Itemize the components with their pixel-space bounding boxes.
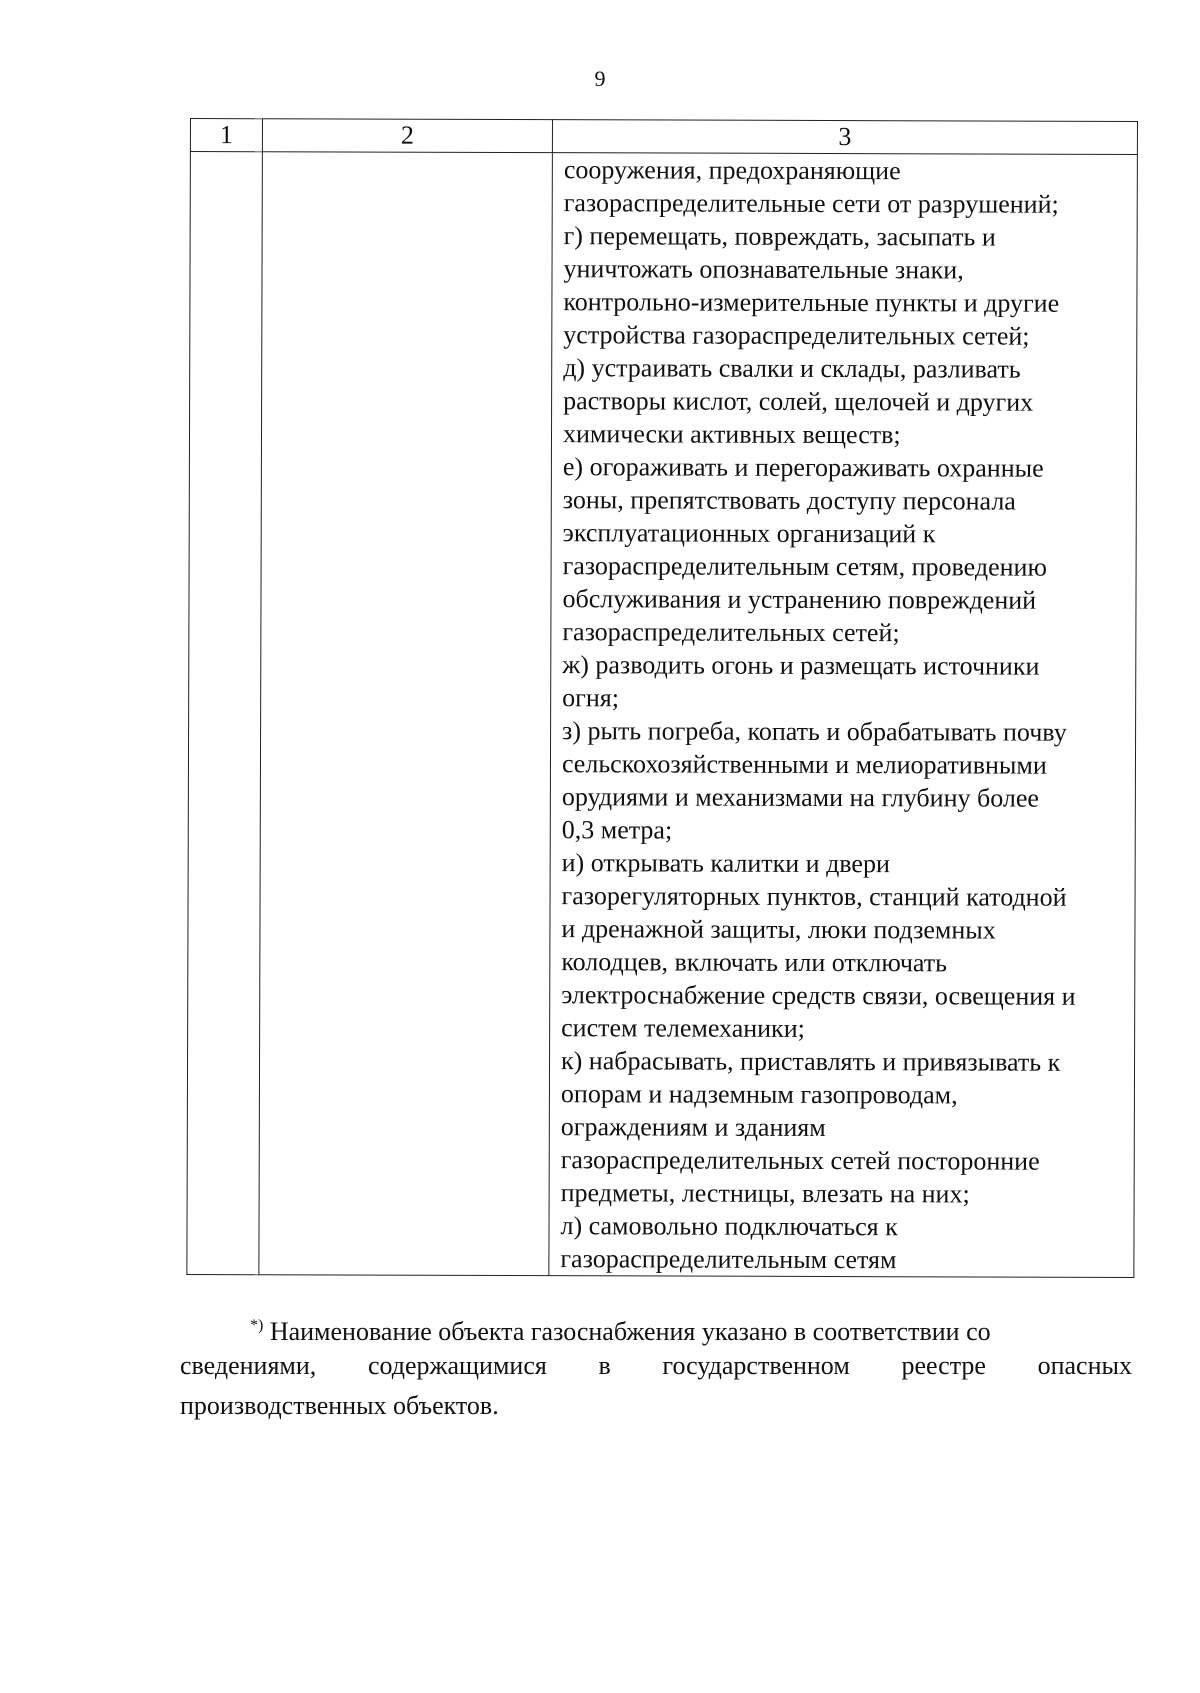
text-line: е) огораживать и перегораживать охранные bbox=[562, 452, 1044, 483]
table-cell-col2 bbox=[259, 152, 553, 1276]
text-line: л) самовольно подключаться к bbox=[560, 1211, 898, 1242]
document-table bbox=[186, 118, 1138, 1278]
text-line: газораспределительных сетей посторонние bbox=[560, 1145, 1040, 1176]
text-line: газораспределительным сетям bbox=[560, 1244, 897, 1275]
footnote-word: содержащимися bbox=[367, 1351, 547, 1380]
text-line: электроснабжение средств связи, освещения и bbox=[561, 980, 1076, 1011]
column-header-1: 1 bbox=[190, 119, 262, 152]
footnote-word: государственном bbox=[662, 1351, 850, 1380]
text-line: газораспределительных сетей; bbox=[562, 617, 900, 648]
footnote-word: в bbox=[598, 1351, 611, 1380]
text-line: к) набрасывать, приставлять и привязывать к bbox=[560, 1046, 1061, 1077]
footnote-word: сведениями, bbox=[180, 1351, 317, 1380]
column-header-3: 3 bbox=[552, 120, 1137, 155]
footnote-marker: *) bbox=[250, 1317, 264, 1334]
text-line: опорам и надземным газопроводам, bbox=[560, 1079, 958, 1110]
text-line: г) перемещать, повреждать, засыпать и bbox=[563, 221, 996, 252]
text-line: и) открывать калитки и двери bbox=[561, 848, 890, 879]
text-line: газораспределительные сети от разрушений; bbox=[563, 188, 1059, 219]
text-line: д) устраивать свалки и склады, разливать bbox=[563, 353, 1021, 384]
prohibitions-text bbox=[549, 153, 1137, 1277]
text-line: растворы кислот, солей, щелочей и других bbox=[563, 386, 1034, 417]
text-line: и дренажной защиты, люки подземных bbox=[561, 914, 996, 945]
footnote bbox=[180, 1306, 1132, 1426]
text-line: эксплуатационных организаций к bbox=[562, 518, 936, 549]
text-line: орудиями и механизмами на глубину более bbox=[561, 782, 1040, 813]
text-line: газорегуляторных пунктов, станций катодной bbox=[561, 881, 1067, 912]
text-line: систем телемеханики; bbox=[561, 1013, 805, 1043]
text-line: контрольно-измерительные пункты и другие bbox=[563, 287, 1060, 318]
footnote-line-1 bbox=[180, 1306, 1132, 1346]
table-cell-col3 bbox=[549, 153, 1138, 1278]
footnote-text-1: Наименование объекта газоснабжения указано в соответствии со bbox=[269, 1317, 991, 1346]
text-line: предметы, лестницы, влезать на них; bbox=[560, 1178, 970, 1209]
page-number: 9 bbox=[594, 66, 606, 91]
text-line: уничтожать опознавательные знаки, bbox=[563, 254, 964, 285]
text-line: сооружения, предохраняющие bbox=[563, 155, 901, 186]
text-line: з) рыть погреба, копать и обрабатывать почву bbox=[562, 716, 1067, 747]
text-line: ограждениям и зданиям bbox=[560, 1112, 826, 1143]
column-header-2: 2 bbox=[262, 119, 552, 153]
text-line: устройства газораспределительных сетей; bbox=[563, 320, 1030, 351]
text-line: сельскохозяйственными и мелиоративными bbox=[561, 749, 1047, 780]
table-row bbox=[187, 152, 1138, 1278]
footnote-line-3: производственных объектов. bbox=[180, 1391, 499, 1420]
footnote-line-2 bbox=[180, 1346, 1132, 1386]
text-line: колодцев, включать или отключать bbox=[561, 947, 948, 978]
text-line: обслуживания и устранению повреждений bbox=[562, 584, 1037, 615]
text-line: огня; bbox=[562, 683, 619, 713]
table-cell-col1 bbox=[187, 152, 263, 1275]
text-line: химически активных веществ; bbox=[562, 419, 901, 450]
footnote-word: реестре bbox=[901, 1351, 986, 1380]
text-line: 0,3 метра; bbox=[561, 815, 673, 845]
text-line: зоны, препятствовать доступу персонала bbox=[562, 485, 1016, 516]
text-line: ж) разводить огонь и размещать источники bbox=[562, 650, 1040, 681]
text-line: газораспределительным сетям, проведению bbox=[562, 551, 1047, 582]
table-header-row bbox=[190, 119, 1137, 155]
footnote-word: опасных bbox=[1037, 1351, 1132, 1380]
